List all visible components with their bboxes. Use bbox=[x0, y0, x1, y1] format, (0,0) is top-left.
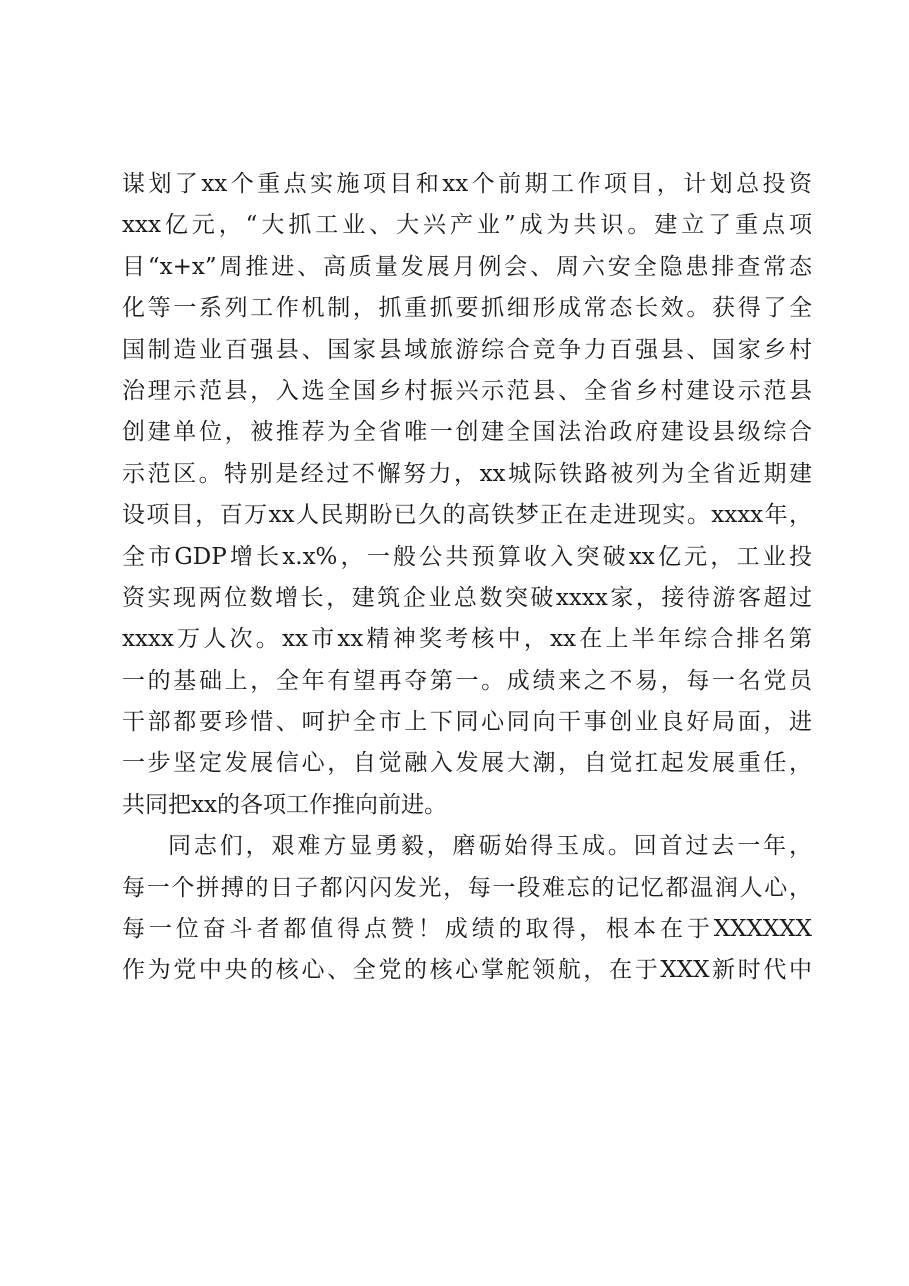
text-line: 共同把xx的各项工作推向前进。 bbox=[122, 791, 447, 818]
text-line: 国制造业百强县、国家县域旅游综合竞争力百强县、国家乡村 bbox=[122, 336, 812, 363]
text-line: 全市GDP增长x.x%，一般公共预算收入突破xx亿元，工业投 bbox=[122, 543, 812, 570]
text-line: xxx亿元，“大抓工业、大兴产业”成为共识。建立了重点项 bbox=[122, 212, 812, 239]
text-line: 干部都要珍惜、呵护全市上下同心同向干事创业良好局面，进 bbox=[122, 709, 812, 736]
text-line: 作为党中央的核心、全党的核心掌舵领航，在于XXX新时代中 bbox=[122, 957, 812, 984]
text-line: 每一位奋斗者都值得点赞！成绩的取得，根本在于XXXXXX bbox=[122, 916, 812, 943]
paragraph-1 bbox=[122, 164, 812, 826]
text-line: 化等一系列工作机制，抓重抓要抓细形成常态长效。获得了全 bbox=[122, 295, 812, 322]
text-line: xxxx万人次。xx市xx精神奖考核中，xx在上半年综合排名第 bbox=[122, 626, 812, 653]
text-line: 资实现两位数增长，建筑企业总数突破xxxx家，接待游客超过 bbox=[122, 584, 812, 611]
document-body bbox=[122, 164, 812, 992]
text-line: 同志们，艰难方显勇毅，磨砺始得玉成。回首过去一年， bbox=[168, 833, 812, 860]
text-line: 谋划了xx个重点实施项目和xx个前期工作项目，计划总投资 bbox=[122, 171, 812, 197]
text-line: 设项目，百万xx人民期盼已久的高铁梦正在走进现实。xxxx年， bbox=[122, 502, 812, 529]
text-line: 目“x+x”周推进、高质量发展月例会、周六安全隐患排查常态 bbox=[122, 253, 812, 280]
text-line: 每一个拼搏的日子都闪闪发光，每一段难忘的记忆都温润人心， bbox=[122, 874, 812, 901]
paragraph-2 bbox=[122, 826, 812, 992]
text-line: 治理示范县，入选全国乡村振兴示范县、全省乡村建设示范县 bbox=[122, 377, 812, 404]
text-line: 一的基础上，全年有望再夺第一。成绩来之不易，每一名党员 bbox=[122, 667, 812, 694]
text-line: 创建单位，被推荐为全省唯一创建全国法治政府建设县级综合 bbox=[122, 419, 812, 446]
text-line: 示范区。特别是经过不懈努力，xx城际铁路被列为全省近期建 bbox=[122, 460, 812, 487]
text-line: 一步坚定发展信心，自觉融入发展大潮，自觉扛起发展重任， bbox=[122, 750, 812, 777]
